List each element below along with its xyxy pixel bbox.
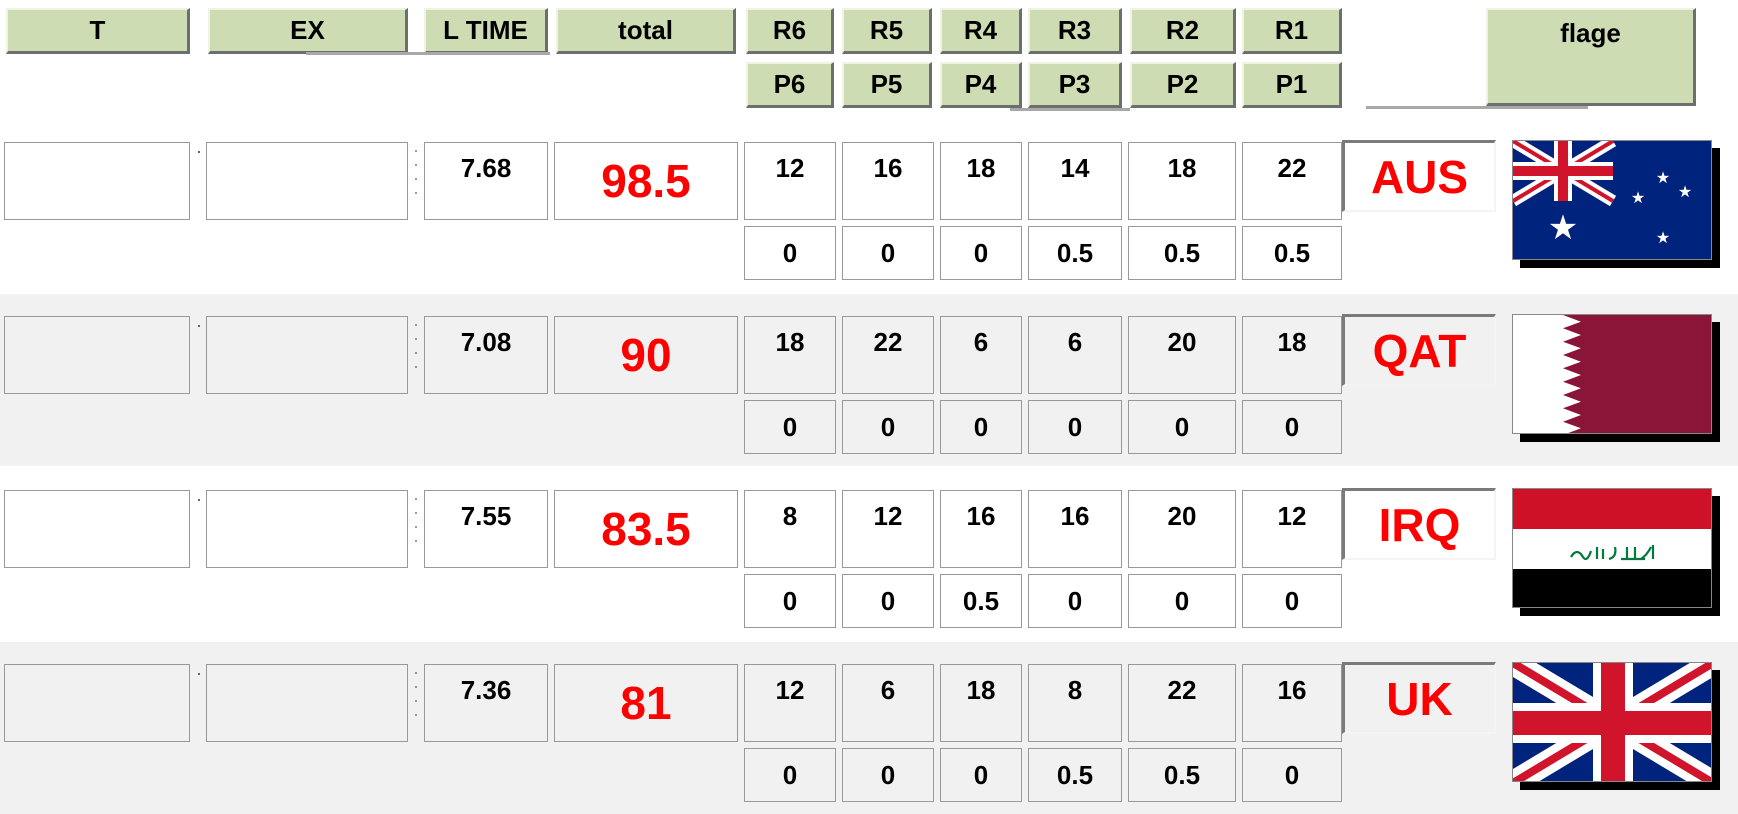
country-code: UK <box>1342 662 1496 734</box>
total-cell: 81 <box>554 664 738 742</box>
svg-text:★: ★ <box>1655 168 1671 187</box>
r6-cell: 12 <box>744 664 836 742</box>
r5-cell: 16 <box>842 142 934 220</box>
p6-cell: 0 <box>744 226 836 280</box>
header-r2[interactable]: R2 <box>1130 8 1236 54</box>
row-tick <box>198 151 200 153</box>
p1-cell: 0 <box>1242 574 1342 628</box>
row-dots <box>415 324 417 380</box>
header-underline <box>1010 108 1130 111</box>
p4-cell: 0 <box>940 226 1022 280</box>
p5-cell: 0 <box>842 748 934 802</box>
header-t[interactable]: T <box>6 8 190 54</box>
r4-cell: 18 <box>940 142 1022 220</box>
row-tick <box>198 499 200 501</box>
qatar-flag <box>1512 314 1712 434</box>
header-p3[interactable]: P3 <box>1028 62 1122 108</box>
header-ex[interactable]: EX <box>208 8 408 54</box>
p2-cell: 0.5 <box>1128 748 1236 802</box>
l-time-cell: 7.36 <box>424 664 548 742</box>
p2-cell: 0 <box>1128 574 1236 628</box>
svg-text:★: ★ <box>1547 208 1579 248</box>
iraq-flag <box>1512 488 1712 608</box>
total-cell: 98.5 <box>554 142 738 220</box>
header-p5[interactable]: P5 <box>842 62 932 108</box>
r4-cell: 16 <box>940 490 1022 568</box>
r2-cell: 20 <box>1128 490 1236 568</box>
p3-cell: 0 <box>1028 400 1122 454</box>
l-time-cell: 7.55 <box>424 490 548 568</box>
t-field[interactable] <box>4 142 190 220</box>
svg-text:★: ★ <box>1630 188 1646 207</box>
country-code: AUS <box>1342 140 1496 212</box>
header-flage[interactable]: flage <box>1486 8 1696 106</box>
header-underline <box>1366 106 1588 109</box>
header-p2[interactable]: P2 <box>1130 62 1236 108</box>
p1-cell: 0 <box>1242 748 1342 802</box>
header-underline <box>306 52 550 55</box>
country-code: QAT <box>1342 314 1496 386</box>
p1-cell: 0 <box>1242 400 1342 454</box>
p1-cell: 0.5 <box>1242 226 1342 280</box>
r5-cell: 22 <box>842 316 934 394</box>
l-time-cell: 7.08 <box>424 316 548 394</box>
l-time-cell: 7.68 <box>424 142 548 220</box>
p5-cell: 0 <box>842 226 934 280</box>
p6-cell: 0 <box>744 574 836 628</box>
header-p1[interactable]: P1 <box>1242 62 1342 108</box>
row-dots <box>415 498 417 554</box>
r1-cell: 12 <box>1242 490 1342 568</box>
r5-cell: 12 <box>842 490 934 568</box>
r1-cell: 16 <box>1242 664 1342 742</box>
svg-text:★: ★ <box>1677 182 1693 201</box>
header-r5[interactable]: R5 <box>842 8 932 54</box>
country-code: IRQ <box>1342 488 1496 560</box>
p6-cell: 0 <box>744 400 836 454</box>
p5-cell: 0 <box>842 574 934 628</box>
t-field[interactable] <box>4 490 190 568</box>
header-p4[interactable]: P4 <box>940 62 1022 108</box>
p5-cell: 0 <box>842 400 934 454</box>
p3-cell: 0.5 <box>1028 226 1122 280</box>
p3-cell: 0.5 <box>1028 748 1122 802</box>
header-r3[interactable]: R3 <box>1028 8 1122 54</box>
p4-cell: 0 <box>940 748 1022 802</box>
ex-field[interactable] <box>206 664 408 742</box>
ex-field[interactable] <box>206 490 408 568</box>
p4-cell: 0 <box>940 400 1022 454</box>
header-p6[interactable]: P6 <box>746 62 834 108</box>
r2-cell: 20 <box>1128 316 1236 394</box>
r6-cell: 18 <box>744 316 836 394</box>
r3-cell: 8 <box>1028 664 1122 742</box>
r6-cell: 12 <box>744 142 836 220</box>
p6-cell: 0 <box>744 748 836 802</box>
t-field[interactable] <box>4 316 190 394</box>
total-cell: 83.5 <box>554 490 738 568</box>
r4-cell: 6 <box>940 316 1022 394</box>
header-r1[interactable]: R1 <box>1242 8 1342 54</box>
row-tick <box>198 673 200 675</box>
t-field[interactable] <box>4 664 190 742</box>
header-r6[interactable]: R6 <box>746 8 834 54</box>
r5-cell: 6 <box>842 664 934 742</box>
r1-cell: 18 <box>1242 316 1342 394</box>
r3-cell: 16 <box>1028 490 1122 568</box>
r3-cell: 6 <box>1028 316 1122 394</box>
header-l-time[interactable]: L TIME <box>424 8 548 54</box>
uk-flag <box>1512 662 1712 782</box>
p3-cell: 0 <box>1028 574 1122 628</box>
row-tick <box>198 325 200 327</box>
r2-cell: 18 <box>1128 142 1236 220</box>
ex-field[interactable] <box>206 142 408 220</box>
r4-cell: 18 <box>940 664 1022 742</box>
ex-field[interactable] <box>206 316 408 394</box>
r1-cell: 22 <box>1242 142 1342 220</box>
p4-cell: 0.5 <box>940 574 1022 628</box>
r6-cell: 8 <box>744 490 836 568</box>
r3-cell: 14 <box>1028 142 1122 220</box>
p2-cell: 0 <box>1128 400 1236 454</box>
row-dots <box>415 150 417 206</box>
header-r4[interactable]: R4 <box>940 8 1022 54</box>
r2-cell: 22 <box>1128 664 1236 742</box>
total-cell: 90 <box>554 316 738 394</box>
svg-text:★: ★ <box>1655 228 1671 247</box>
header-total[interactable]: total <box>556 8 736 54</box>
p2-cell: 0.5 <box>1128 226 1236 280</box>
row-dots <box>415 672 417 728</box>
australia-flag <box>1512 140 1712 260</box>
